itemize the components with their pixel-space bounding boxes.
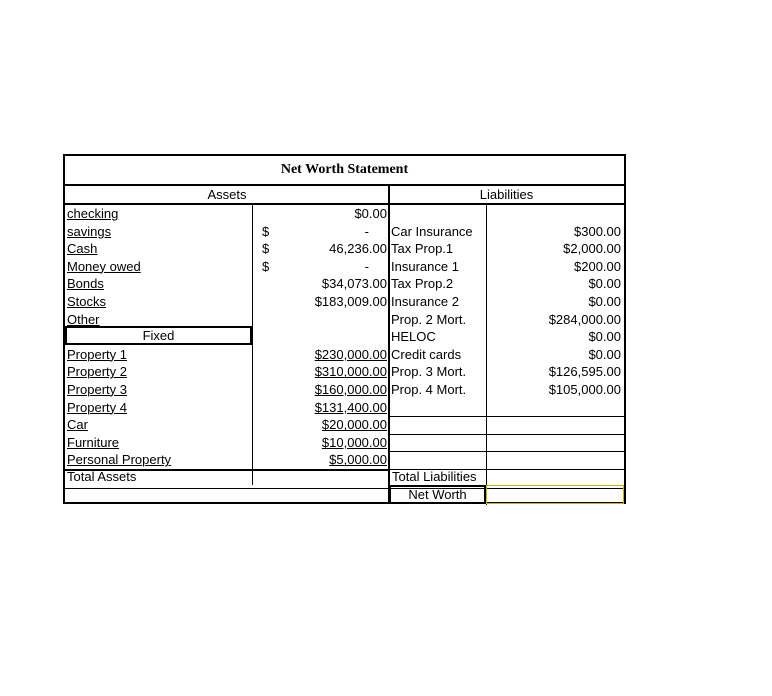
total-assets-label: Total Assets bbox=[67, 469, 137, 484]
grid-line bbox=[252, 205, 253, 485]
asset-label: Money owed bbox=[67, 258, 141, 274]
liability-label: Prop. 4 Mort. bbox=[391, 382, 467, 397]
asset-dollar: $ bbox=[262, 258, 270, 274]
asset-value[interactable]: - bbox=[364, 258, 369, 274]
asset-value[interactable]: $183,009.00 bbox=[314, 294, 387, 309]
liability-label: Insurance 2 bbox=[391, 294, 459, 309]
liability-value[interactable]: $0.00 bbox=[588, 294, 621, 309]
asset-label: Bonds bbox=[67, 276, 104, 292]
liability-value[interactable]: $0.00 bbox=[588, 329, 621, 345]
asset-dollar: $ bbox=[262, 223, 270, 239]
fixed-asset-value[interactable]: $5,000.00 bbox=[329, 452, 387, 468]
fixed-asset-label: Property 2 bbox=[67, 364, 127, 380]
liability-value[interactable]: $284,000.00 bbox=[548, 311, 621, 327]
grid-line bbox=[388, 186, 390, 504]
net-worth-label: Net Worth bbox=[389, 485, 486, 504]
liability-label: Insurance 1 bbox=[391, 258, 459, 274]
fixed-asset-label: Furniture bbox=[67, 434, 120, 450]
asset-label: Other bbox=[67, 311, 100, 327]
liability-label: Tax Prop.1 bbox=[391, 241, 454, 257]
fixed-asset-value[interactable]: $310,000.00 bbox=[314, 364, 387, 380]
liability-label: Prop. 2 Mort. bbox=[391, 311, 467, 327]
fixed-asset-label: Property 1 bbox=[67, 346, 127, 362]
net-worth-value[interactable] bbox=[486, 485, 624, 504]
fixed-asset-label: Personal Property bbox=[67, 452, 172, 468]
fixed-asset-label: Property 3 bbox=[67, 382, 127, 397]
asset-value[interactable]: $0.00 bbox=[354, 206, 387, 221]
fixed-asset-label: Property 4 bbox=[67, 399, 127, 415]
liability-label: Car Insurance bbox=[391, 223, 473, 239]
fixed-asset-value[interactable]: $160,000.00 bbox=[314, 382, 387, 397]
grid-line bbox=[486, 205, 487, 505]
asset-value[interactable]: - bbox=[364, 223, 369, 239]
grid-line bbox=[389, 451, 624, 452]
net-worth-sheet bbox=[63, 154, 626, 504]
liability-value[interactable]: $126,595.00 bbox=[548, 364, 621, 380]
liability-value[interactable]: $300.00 bbox=[574, 223, 621, 239]
asset-label: Stocks bbox=[67, 294, 107, 309]
grid-line bbox=[389, 416, 624, 417]
liability-label: Credit cards bbox=[391, 346, 462, 362]
asset-value[interactable]: $34,073.00 bbox=[321, 276, 387, 292]
grid-line bbox=[65, 488, 389, 489]
asset-dollar: $ bbox=[262, 241, 270, 257]
fixed-asset-value[interactable]: $230,000.00 bbox=[314, 346, 387, 362]
liability-label: Prop. 3 Mort. bbox=[391, 364, 467, 380]
total-liabilities-label: Total Liabilities bbox=[392, 469, 477, 484]
fixed-asset-value[interactable]: $10,000.00 bbox=[321, 434, 387, 450]
liability-value[interactable]: $200.00 bbox=[574, 258, 621, 274]
fixed-asset-label: Car bbox=[67, 417, 88, 433]
liability-label: Tax Prop.2 bbox=[391, 276, 454, 292]
liability-value[interactable]: $2,000.00 bbox=[563, 241, 621, 257]
fixed-section-label: Fixed bbox=[65, 326, 252, 345]
liability-value[interactable]: $0.00 bbox=[588, 346, 621, 362]
fixed-asset-value[interactable]: $20,000.00 bbox=[321, 417, 387, 433]
liabilities-header: Liabilities bbox=[389, 186, 624, 205]
liability-value[interactable]: $0.00 bbox=[588, 276, 621, 292]
liability-value[interactable]: $105,000.00 bbox=[548, 382, 621, 397]
asset-label: savings bbox=[67, 223, 112, 239]
assets-header: Assets bbox=[65, 186, 389, 205]
fixed-asset-value[interactable]: $131,400.00 bbox=[314, 399, 387, 415]
asset-label: Cash bbox=[67, 241, 98, 257]
liability-label: HELOC bbox=[391, 329, 436, 345]
sheet-title: Net Worth Statement bbox=[65, 156, 624, 186]
asset-label: checking bbox=[67, 206, 119, 221]
grid-line bbox=[389, 434, 624, 435]
asset-value[interactable]: 46,236.00 bbox=[329, 241, 387, 257]
